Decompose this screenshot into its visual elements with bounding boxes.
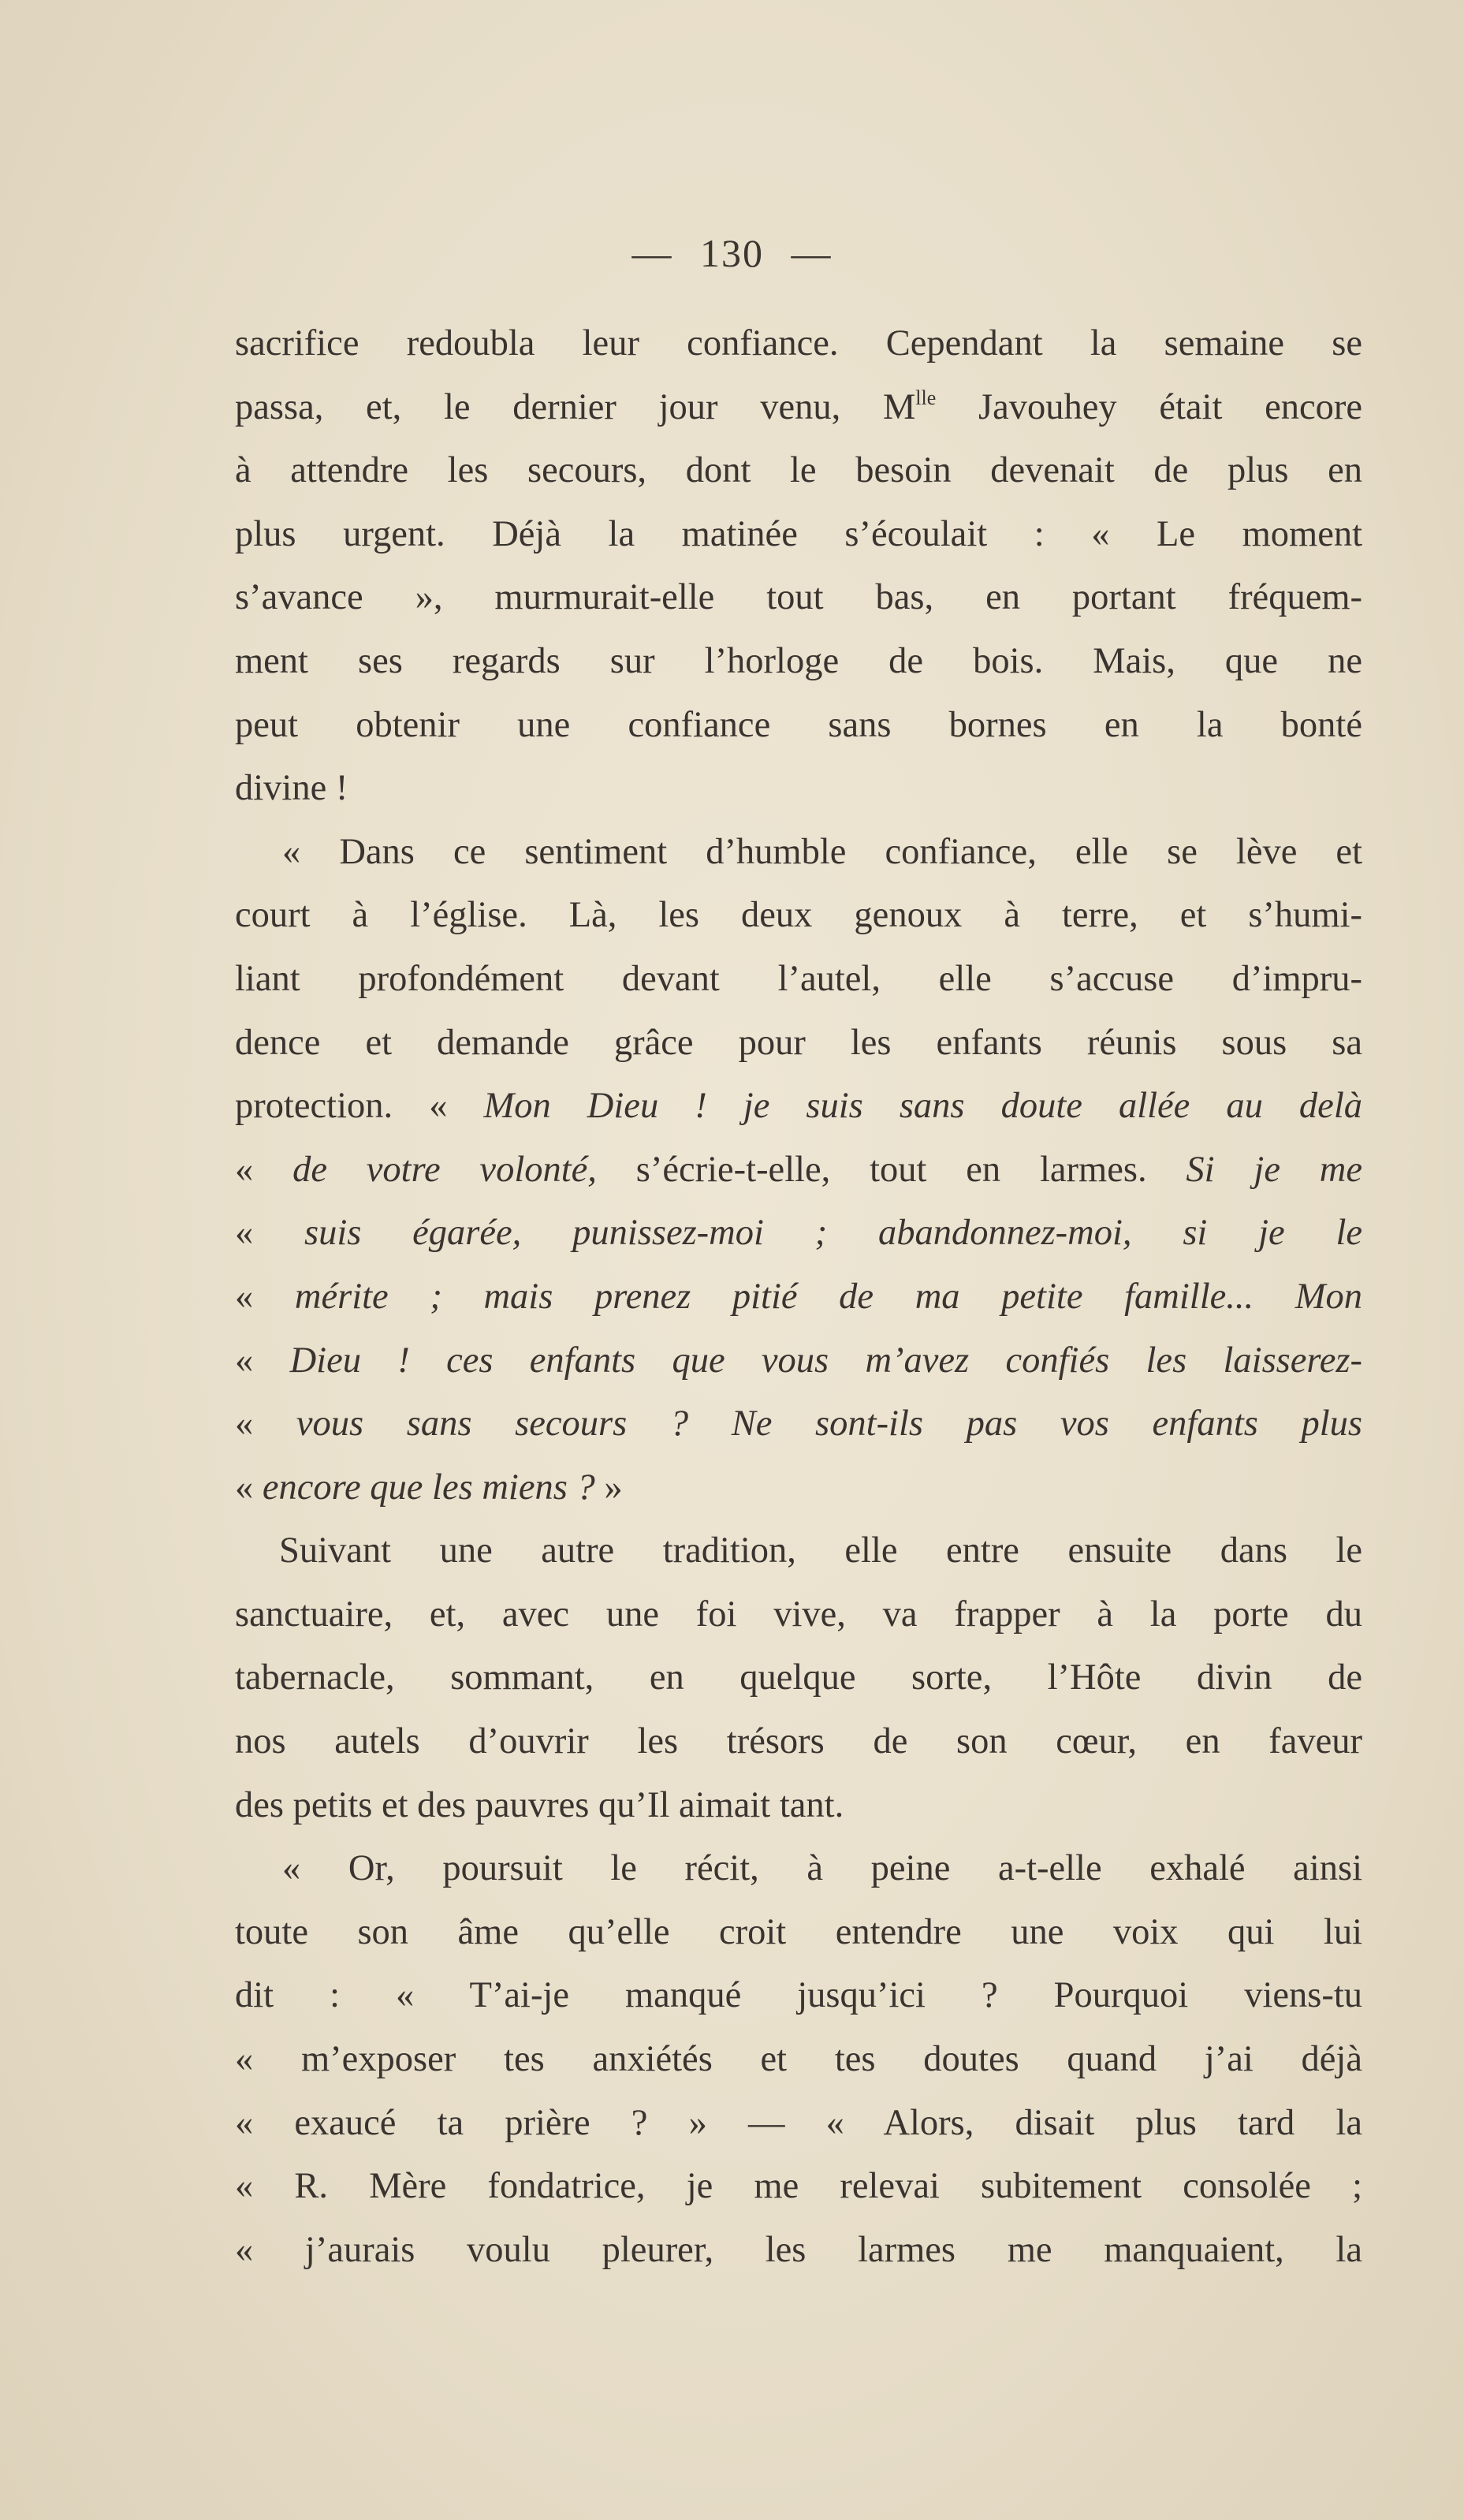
text-line — [235, 312, 1362, 376]
italic-text: Mon Dieu ! je suis sans doute allée au delà — [483, 1086, 1362, 1127]
text-line — [235, 1329, 1362, 1393]
text-line — [235, 376, 1362, 440]
text-segment: protection. « — [235, 1086, 484, 1127]
text-segment: « m’exposer tes anxiétés et tes doutes quand j’ai déjà — [235, 2039, 1362, 2080]
text-line — [235, 1646, 1362, 1710]
text-segment: dence et demande grâce pour les enfants réunis sous sa — [235, 1022, 1362, 1063]
text-segment: des petits et des pauvres qu’Il aimait tant. — [235, 1784, 844, 1825]
text-line — [235, 1012, 1362, 1075]
text-line — [235, 821, 1362, 885]
text-segment: « — [235, 1213, 305, 1254]
italic-text: mérite ; mais prenez pitié de ma petite famille... Mon — [294, 1276, 1363, 1317]
text-line — [235, 884, 1362, 948]
text-line — [235, 1075, 1362, 1139]
italic-text: encore que les miens ? — [262, 1467, 595, 1508]
text-segment: dit : « T’ai-je manqué jusqu’ici ? Pourquoi viens-tu — [235, 1975, 1362, 2016]
text-segment: Javouhey était encore — [936, 386, 1362, 427]
text-segment: « — [235, 1149, 293, 1190]
text-segment: à attendre les secours, dont le besoin devenait de plus en — [235, 450, 1362, 491]
text-line — [235, 1392, 1362, 1456]
text-segment: « — [235, 1404, 296, 1445]
text-line — [235, 1901, 1362, 1965]
page-number: 130 — [700, 231, 764, 275]
italic-text: suis égarée, punissez-moi ; abandonnez-moi, si je le — [304, 1213, 1362, 1254]
text-segment: » — [594, 1467, 623, 1508]
text-segment: nos autels d’ouvrir les trésors de son cœur, en faveur — [235, 1721, 1362, 1762]
text-line — [235, 503, 1362, 567]
text-segment: plus urgent. Déjà la matinée s’écoulait : « Le moment — [235, 513, 1362, 554]
italic-text: vous sans secours ? Ne sont-ils pas vos enfants plus — [296, 1404, 1363, 1445]
text-line — [235, 757, 1362, 821]
text-segment: toute son âme qu’elle croit entendre une voix qui lui — [235, 1911, 1362, 1952]
text-segment: « Or, poursuit le récit, à peine a-t-elle exhalé ainsi — [282, 1848, 1362, 1889]
text-segment: s’écrie-t-elle, tout en larmes. — [596, 1149, 1186, 1190]
text-segment: divine ! — [235, 768, 348, 809]
text-segment: ment ses regards sur l’horloge de bois. Mais, que ne — [235, 640, 1362, 681]
text-line — [235, 1583, 1362, 1647]
text-line — [235, 694, 1362, 758]
text-line — [235, 1202, 1362, 1266]
text-line — [235, 1964, 1362, 2028]
text-segment: sacrifice redoubla leur confiance. Cependant la semaine se — [235, 323, 1362, 363]
italic-text: Dieu ! ces enfants que vous m’avez confiés les laisserez- — [289, 1340, 1362, 1381]
text-segment: « Dans ce sentiment d’humble confiance, elle se lève et — [282, 831, 1362, 872]
text-segment: s’avance », murmurait-elle tout bas, en portant fréquem- — [235, 577, 1362, 618]
text-line — [235, 439, 1362, 503]
text-segment: tabernacle, sommant, en quelque sorte, l’Hôte divin de — [235, 1657, 1362, 1698]
text-line — [235, 1519, 1362, 1583]
header-dash-left: — — [631, 231, 673, 275]
text-line — [235, 948, 1362, 1012]
text-segment: « — [235, 1340, 290, 1381]
text-segment: sanctuaire, et, avec une foi vive, va frapper à la porte du — [235, 1594, 1362, 1635]
text-segment: « — [235, 1467, 263, 1508]
text-line — [235, 1139, 1362, 1202]
page-header — [0, 230, 1464, 276]
text-line — [235, 1837, 1362, 1901]
text-line — [235, 1774, 1362, 1838]
text-line — [235, 630, 1362, 694]
text-line — [235, 566, 1362, 630]
text-segment: « R. Mère fondatrice, je me relevai subitement consolée ; — [235, 2166, 1362, 2207]
text-line — [235, 1710, 1362, 1774]
text-segment: « j’aurais voulu pleurer, les larmes me manquaient, la — [235, 2229, 1362, 2270]
superscript: lle — [915, 386, 937, 409]
body-text — [235, 312, 1362, 2282]
text-line — [235, 1456, 1362, 1520]
text-line — [235, 2092, 1362, 2156]
text-line — [235, 2155, 1362, 2219]
italic-text: de votre volonté, — [292, 1149, 597, 1190]
text-segment: « exaucé ta prière ? » — « Alors, disait plus tard la — [235, 2102, 1362, 2143]
text-line — [235, 1266, 1362, 1329]
text-line — [235, 2219, 1362, 2283]
text-segment: peut obtenir une confiance sans bornes en la bonté — [235, 704, 1362, 745]
text-segment: court à l’église. Là, les deux genoux à terre, et s’humi- — [235, 895, 1362, 936]
text-segment: passa, et, le dernier jour venu, M — [235, 386, 916, 427]
text-line — [235, 2028, 1362, 2092]
header-dash-right: — — [791, 231, 833, 275]
text-segment: Suivant une autre tradition, elle entre ensuite dans le — [279, 1530, 1362, 1571]
text-segment: « — [235, 1276, 295, 1317]
text-segment: liant profondément devant l’autel, elle s’accuse d’impru- — [235, 958, 1362, 999]
italic-text: Si je me — [1186, 1149, 1363, 1190]
